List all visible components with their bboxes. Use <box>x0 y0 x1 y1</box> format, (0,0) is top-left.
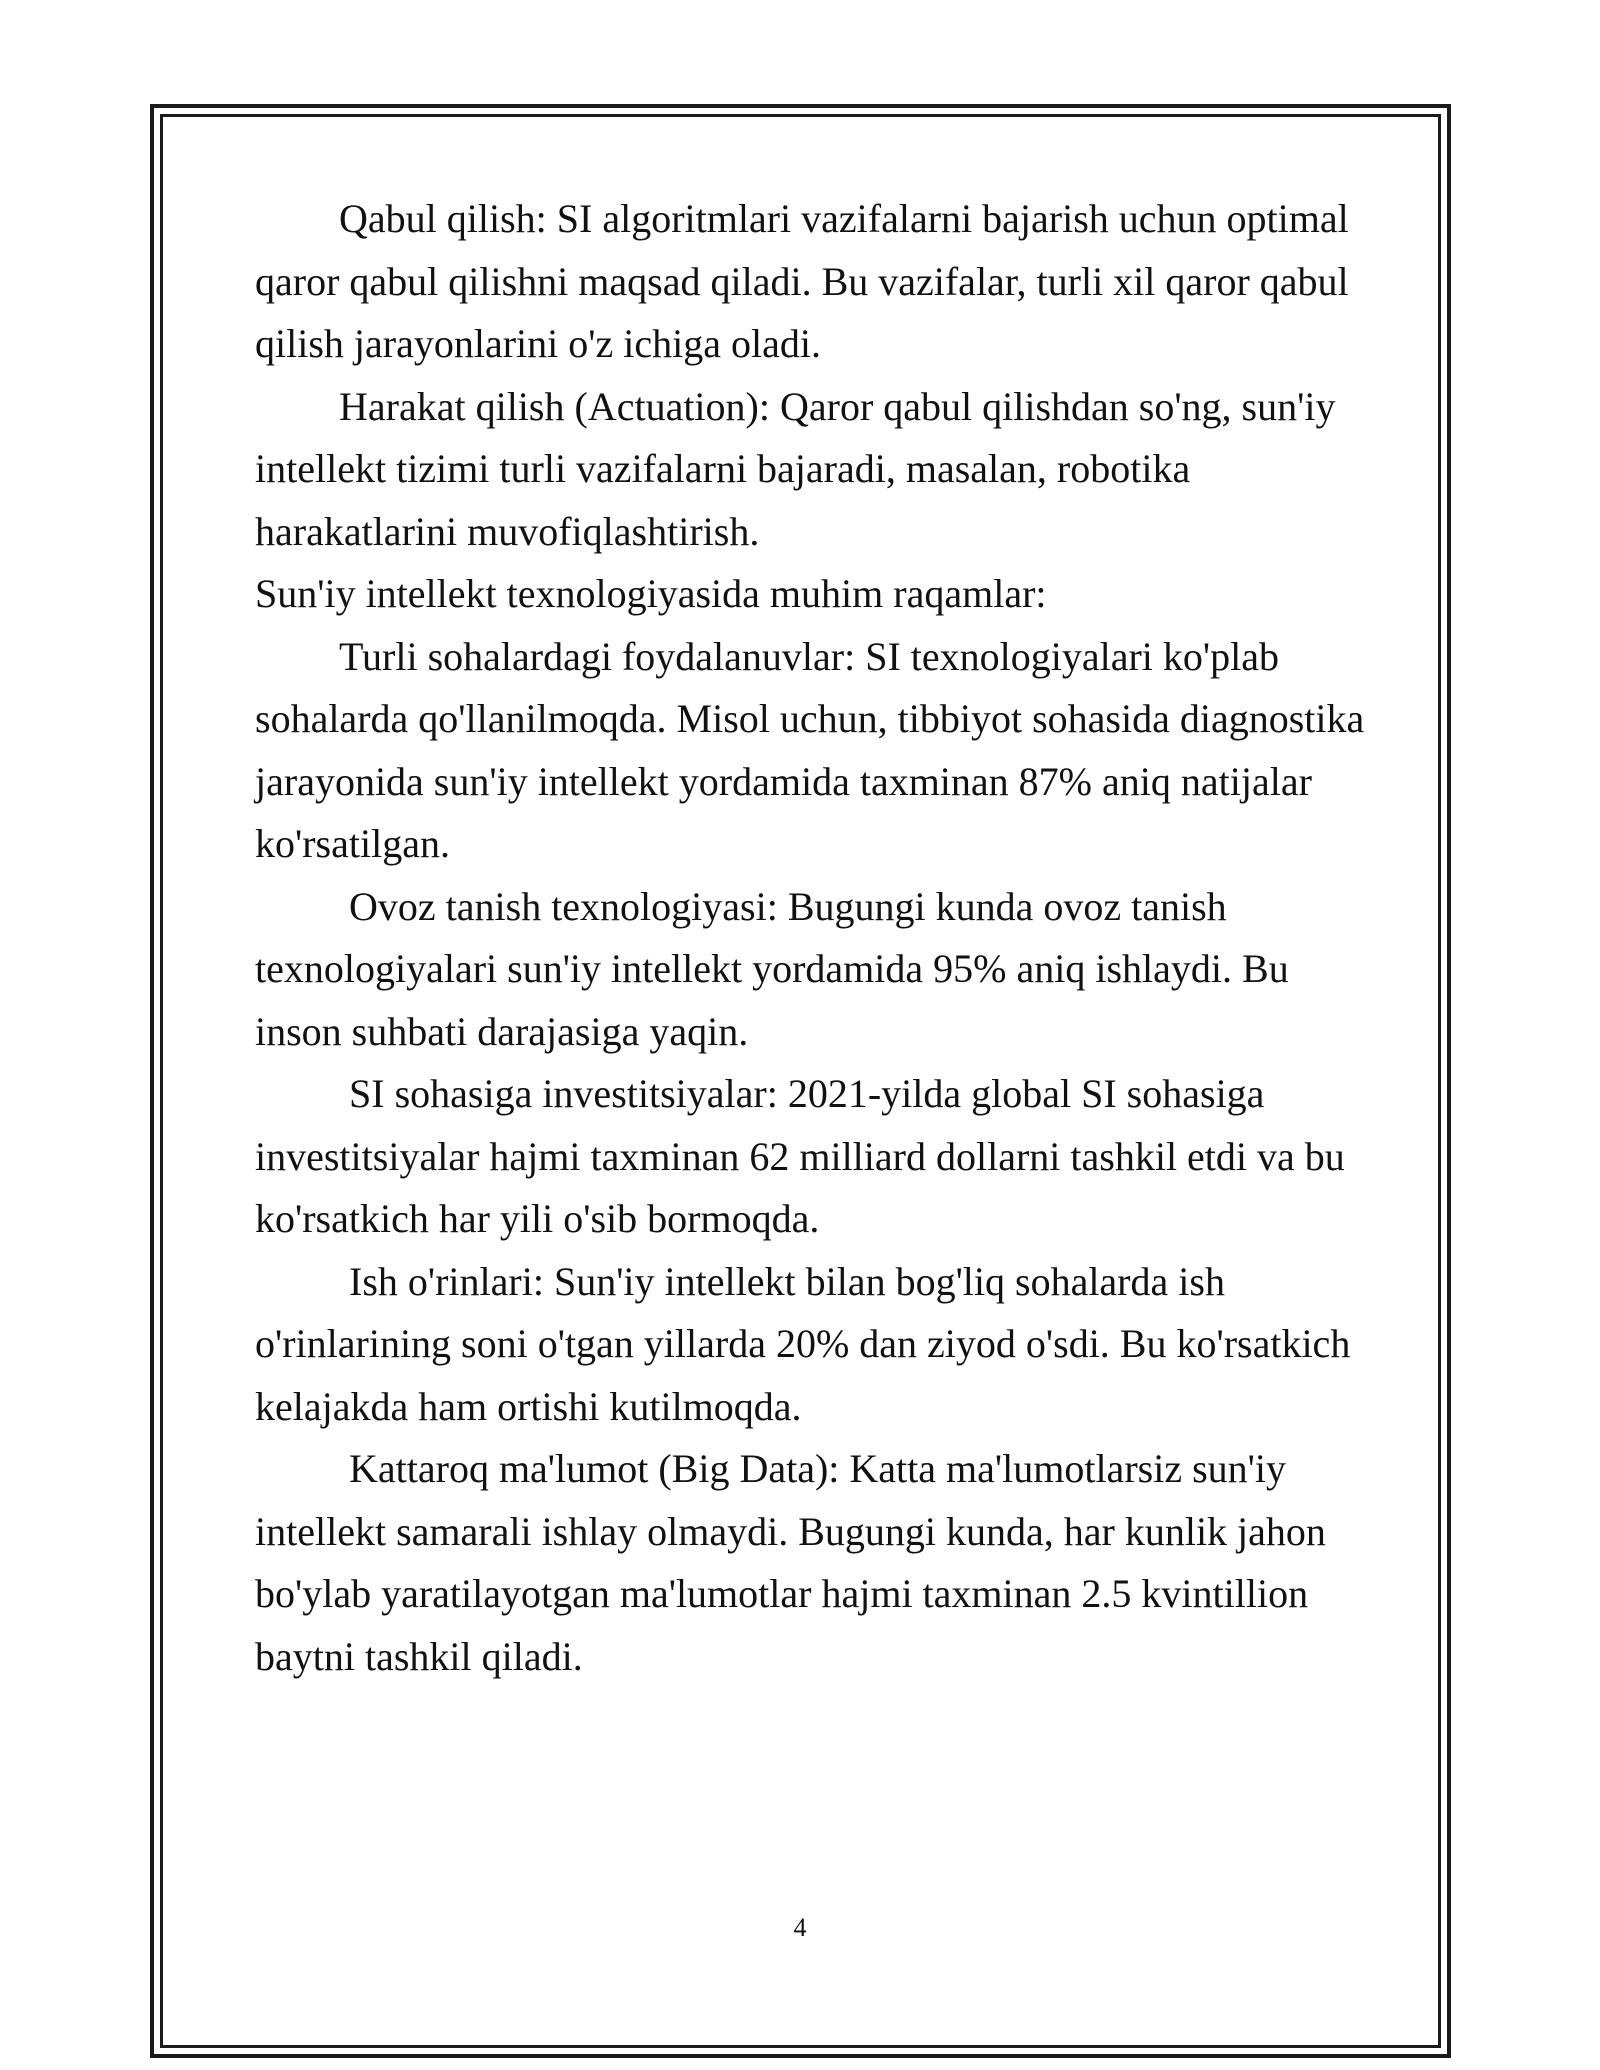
paragraph-foydalanuvlar: Turli sohalardagi foydalanuvlar: SI texnologiyalari ko'plab sohalarda qo'llanilmoqda. Misol uchun, tibbiyot sohasida diagnostika jarayonida sun'iy intellekt yordamida taxminan 87% aniq natijalar ko'rsatilgan. <box>255 633 1365 866</box>
paragraph-ish-orinlari: Ish o'rinlari: Sun'iy intellekt bilan bog'liq sohalarda ish o'rinlarining soni o'tgan yillarda 20% dan ziyod o'sdi. Bu ko'rsatkich kelajakda ham ortishi kutilmoqda. <box>255 1258 1351 1429</box>
document-body <box>255 188 1365 1688</box>
paragraph-qabul-qilish: Qabul qilish: SI algoritmlari vazifalarni bajarish uchun optimal qaror qabul qilishni maqsad qiladi. Bu vazifalar, turli xil qaror qabul qilish jarayonlarini o'z ichiga oladi. <box>255 196 1349 366</box>
page-number: 4 <box>793 1913 807 1942</box>
section-heading-muhim-raqamlar: Sun'iy intellekt texnologiyasida muhim raqamlar: <box>255 571 1047 616</box>
paragraph-ovoz-tanish: Ovoz tanish texnologiyasi: Bugungi kunda ovoz tanish texnologiyalari sun'iy intellekt yordamida 95% aniq ishlaydi. Bu inson suhbati darajasiga yaqin. <box>255 883 1289 1054</box>
paragraph-big-data: Kattaroq ma'lumot (Big Data): Katta ma'lumotlarsiz sun'iy intellekt samarali ishlay olmaydi. Bugungi kunda, har kunlik jahon bo'ylab yaratilayotgan ma'lumotlar hajmi taxminan 2.5 kvintillion baytni tashkil qiladi. <box>255 1446 1326 1679</box>
paragraph-investitsiyalar: SI sohasiga investitsiyalar: 2021-yilda global SI sohasiga investitsiyalar hajmi taxminan 62 milliard dollarni tashkil etdi va bu ko'rsatkich har yili o'sib bormoqda. <box>255 1071 1345 1241</box>
paragraph-harakat-qilish: Harakat qilish (Actuation): Qaror qabul qilishdan so'ng, sun'iy intellekt tizimi turli vazifalarni bajaradi, masalan, robotika harakatlarini muvofiqlashtirish. <box>255 383 1336 554</box>
